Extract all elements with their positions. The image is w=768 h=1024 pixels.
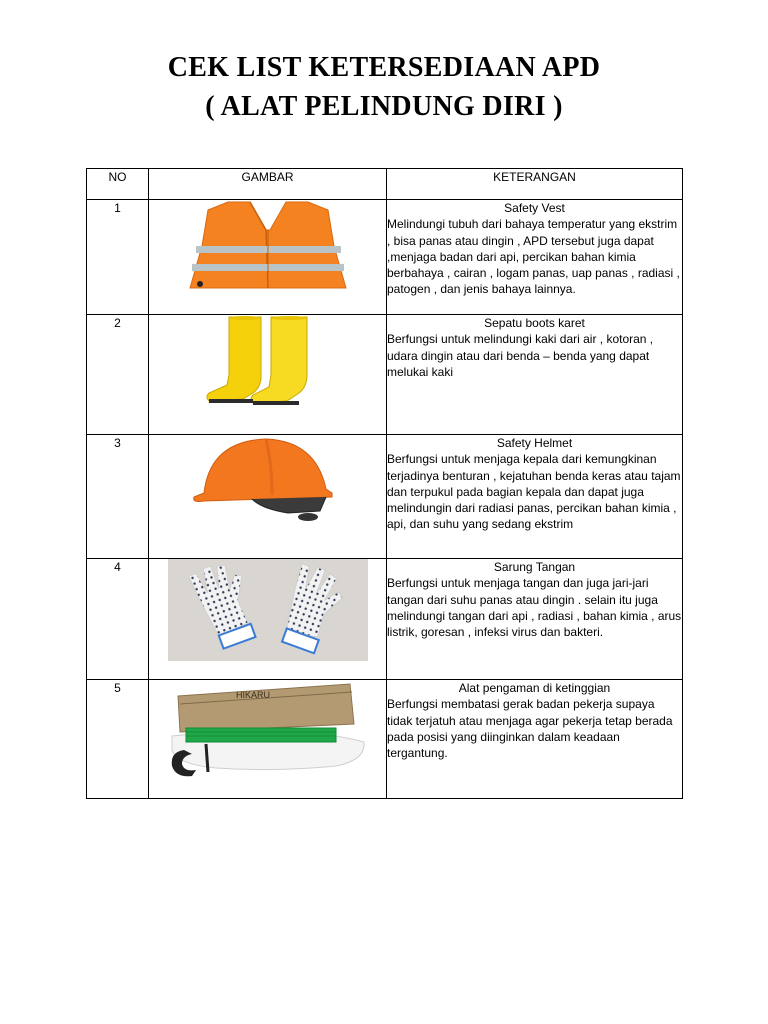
image-cell (149, 435, 387, 559)
item-description: Melindungi tubuh dari bahaya temperatur yang ekstrim , bisa panas atau dingin , APD tersebut juga dapat ,menjaga badan dari api, percikan bahan kimia berbahaya , cairan , logam panas, uap panas , radiasi , patogen , dan jenis bahaya lainnya. (387, 217, 680, 297)
apd-checklist-table (86, 168, 683, 799)
row-number: 2 (87, 315, 149, 435)
row-number: 3 (87, 435, 149, 559)
item-description: Berfungsi untuk menjaga kepala dari kemungkinan terjadinya benturan , kejatuhan benda keras atau tajam dan terpukul pada bagian kepala dan dapat juga melindungin dari radiasi panas, percikan bahan kimia , api, dan suhu yang sedang ekstrim (387, 452, 681, 532)
safety-harness-image (166, 680, 370, 782)
item-description: Berfungsi membatasi gerak badan pekerja supaya tidak terjatuh atau menjaga agar pekerja tetap berada pada posisi yang diinginkan dalam keadaan tergantung. (387, 697, 673, 761)
table-row (87, 559, 683, 680)
box-label: HIKARU (235, 690, 270, 700)
description-cell (387, 559, 683, 680)
description-cell (387, 200, 683, 315)
row-number: 4 (87, 559, 149, 680)
item-title: Alat pengaman di ketinggian (458, 681, 611, 695)
page-subtitle: ( ALAT PELINDUNG DIRI ) (205, 91, 563, 122)
item-title: Safety Helmet (496, 436, 573, 450)
safety-helmet-image (192, 435, 344, 525)
item-description: Berfungsi untuk melindungi kaki dari air , kotoran , udara dingin atau dari benda – benda yang dapat melukai kaki (387, 332, 654, 379)
item-title: Sarung Tangan (493, 560, 576, 574)
item-title: Sepatu boots karet (484, 316, 585, 330)
header-gambar: GAMBAR (149, 169, 387, 200)
row-number: 1 (87, 200, 149, 315)
table-header-row (87, 169, 683, 200)
description-cell (387, 435, 683, 559)
table-row (87, 200, 683, 315)
page-title: CEK LIST KETERSEDIAAN APD (167, 52, 601, 83)
header-keterangan: KETERANGAN (387, 169, 683, 200)
table-row (87, 315, 683, 435)
image-cell (149, 315, 387, 435)
table-row (87, 680, 683, 799)
image-cell (149, 559, 387, 680)
work-gloves-image (168, 559, 368, 661)
description-cell (387, 680, 683, 799)
item-description: Berfungsi untuk menjaga tangan dan juga jari-jari tangan dari suhu panas atau dingin . selain itu juga melindungi tangan dari api , radiasi , bahan kimia , arus listrik, goresan , infeksi virus dan bakteri. (387, 576, 682, 640)
item-title: Safety Vest (504, 201, 565, 215)
row-number: 5 (87, 680, 149, 799)
image-cell (149, 680, 387, 799)
rubber-boots-image (203, 315, 333, 407)
header-no: NO (87, 169, 149, 200)
table-row (87, 435, 683, 559)
description-cell (387, 315, 683, 435)
image-cell (149, 200, 387, 315)
safety-vest-image (188, 200, 348, 292)
